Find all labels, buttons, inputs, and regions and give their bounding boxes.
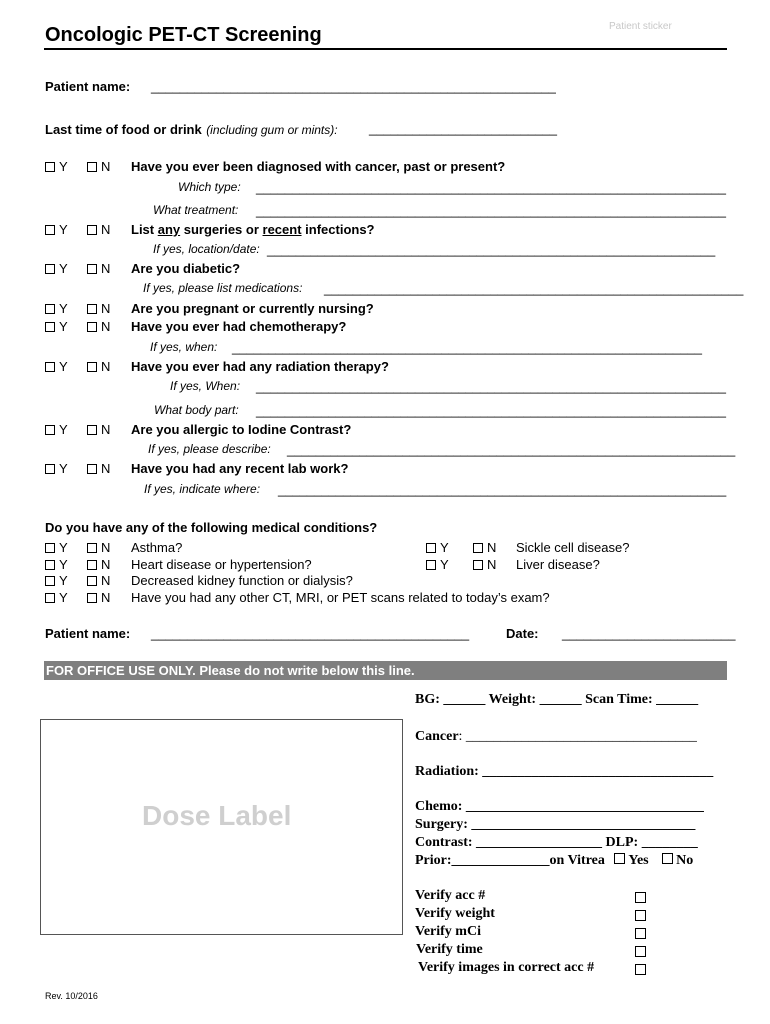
q6b-field[interactable]: _________________________________________________________________ <box>256 403 726 418</box>
condition-liver: Liver disease? <box>516 557 600 572</box>
kidney-no-checkbox[interactable]: N <box>87 573 110 588</box>
checkbox-icon <box>473 543 483 553</box>
q8-no-checkbox[interactable]: N <box>87 461 110 476</box>
checkbox-icon <box>87 304 97 314</box>
verify-weight-checkbox[interactable] <box>635 910 646 921</box>
checkbox-icon <box>45 304 55 314</box>
checkbox-icon <box>45 264 55 274</box>
checkbox-icon <box>87 162 97 172</box>
checkbox-icon <box>45 425 55 435</box>
last-food-row <box>45 121 338 139</box>
q5-no-checkbox[interactable]: N <box>87 319 110 334</box>
verify-mci-checkbox[interactable] <box>635 928 646 939</box>
checkbox-icon <box>45 162 55 172</box>
checkbox-icon <box>87 225 97 235</box>
prior-no-checkbox[interactable]: No <box>652 853 693 868</box>
q6a-label: If yes, When: <box>170 379 241 393</box>
conditions-heading: Do you have any of the following medical conditions? <box>45 520 378 535</box>
verify-images-label: Verify images in correct acc # <box>418 960 595 975</box>
liver-no-checkbox[interactable]: N <box>473 557 496 572</box>
q3-yes-checkbox[interactable]: Y <box>45 261 68 276</box>
q1-no-checkbox[interactable]: N <box>87 159 110 174</box>
checkbox-icon <box>45 543 55 553</box>
checkbox-icon <box>426 560 436 570</box>
asthma-yes-checkbox[interactable]: Y <box>45 540 68 555</box>
q6a-field[interactable]: _________________________________________________________________ <box>256 379 726 394</box>
checkbox-icon <box>45 576 55 586</box>
q1a-label: Which type: <box>178 180 241 194</box>
sign-date-field[interactable]: ________________________ <box>562 626 736 641</box>
prior-yes-checkbox[interactable]: Yes <box>608 853 648 868</box>
q7-contrast-question: Are you allergic to Iodine Contrast? <box>131 422 352 437</box>
title-divider <box>44 48 727 50</box>
q8a-label: If yes, indicate where: <box>144 482 261 496</box>
q3a-field[interactable]: __________________________________________________________ <box>324 281 744 296</box>
verify-acc-checkbox[interactable] <box>635 892 646 903</box>
q6-radiation-question: Have you ever had any radiation therapy? <box>131 359 389 374</box>
q1b-field[interactable]: _________________________________________________________________ <box>256 203 726 218</box>
q7a-field[interactable]: ______________________________________________________________ <box>287 442 736 457</box>
checkbox-icon <box>662 853 673 864</box>
q6b-label: What body part: <box>154 403 239 417</box>
heart-yes-checkbox[interactable]: Y <box>45 557 68 572</box>
sickle-yes-checkbox[interactable]: Y <box>426 540 449 555</box>
q1a-field[interactable]: _________________________________________________________________ <box>256 180 726 195</box>
checkbox-icon <box>87 264 97 274</box>
condition-heart: Heart disease or hypertension? <box>131 557 312 572</box>
dose-label-text: Dose Label <box>142 800 292 831</box>
q5a-label: If yes, when: <box>150 340 218 354</box>
heart-no-checkbox[interactable]: N <box>87 557 110 572</box>
q8-labwork-question: Have you had any recent lab work? <box>131 461 349 476</box>
q4-pregnant-question: Are you pregnant or currently nursing? <box>131 301 374 316</box>
q2-no-checkbox[interactable]: N <box>87 222 110 237</box>
kidney-yes-checkbox[interactable]: Y <box>45 573 68 588</box>
contrast-dlp-row[interactable]: Contrast: __________________ DLP: ________ <box>415 835 698 850</box>
patient-sticker-placeholder: Patient sticker <box>609 21 672 32</box>
cancer-row[interactable]: Cancer: _________________________________ <box>415 729 697 744</box>
q2a-label: If yes, location/date: <box>153 242 260 256</box>
condition-asthma: Asthma? <box>131 540 183 555</box>
checkbox-icon <box>87 362 97 372</box>
q8-yes-checkbox[interactable]: Y <box>45 461 68 476</box>
last-food-label: Last time of food or drink <box>45 122 202 137</box>
checkbox-icon <box>87 560 97 570</box>
last-food-note: (including gum or mints): <box>206 123 338 137</box>
q5a-field[interactable]: _________________________________________________________________ <box>232 340 702 355</box>
q8a-field[interactable]: ______________________________________________________________ <box>278 482 727 497</box>
scans-no-checkbox[interactable]: N <box>87 590 110 605</box>
bg-weight-scantime-row[interactable]: BG: ______ Weight: ______ Scan Time: ______ <box>415 692 699 707</box>
checkbox-icon <box>45 362 55 372</box>
checkbox-icon <box>87 593 97 603</box>
scans-yes-checkbox[interactable]: Y <box>45 590 68 605</box>
condition-other-scans: Have you had any other CT, MRI, or PET scans related to today’s exam? <box>131 590 550 605</box>
q4-yes-checkbox[interactable]: Y <box>45 301 68 316</box>
checkbox-icon <box>473 560 483 570</box>
sign-date-label: Date: <box>506 626 539 641</box>
radiation-row[interactable]: Radiation: _________________________________ <box>415 764 714 779</box>
verify-weight-label: Verify weight <box>415 906 495 921</box>
q1b-label: What treatment: <box>153 203 239 217</box>
q2-yes-checkbox[interactable]: Y <box>45 222 68 237</box>
q1-yes-checkbox[interactable]: Y <box>45 159 68 174</box>
patient-name-label: Patient name: <box>45 79 131 94</box>
q5-yes-checkbox[interactable]: Y <box>45 319 68 334</box>
condition-kidney: Decreased kidney function or dialysis? <box>131 573 353 588</box>
q2-surgeries-question: List any surgeries or recent infections? <box>131 222 375 237</box>
checkbox-icon <box>87 464 97 474</box>
checkbox-icon <box>45 225 55 235</box>
q6-yes-checkbox[interactable]: Y <box>45 359 68 374</box>
verify-images-checkbox[interactable] <box>635 964 646 975</box>
chemo-row[interactable]: Chemo: __________________________________ <box>415 799 704 814</box>
asthma-no-checkbox[interactable]: N <box>87 540 110 555</box>
checkbox-icon <box>45 464 55 474</box>
verify-mci-label: Verify mCi <box>415 924 481 939</box>
page-title: Oncologic PET-CT Screening <box>45 24 322 46</box>
last-food-field[interactable]: __________________________ <box>369 121 557 136</box>
sign-name-label: Patient name: <box>45 626 131 641</box>
checkbox-icon <box>426 543 436 553</box>
verify-time-label: Verify time <box>416 942 483 957</box>
verify-acc-label: Verify acc # <box>415 888 486 903</box>
condition-sickle-cell: Sickle cell disease? <box>516 540 630 555</box>
q3-no-checkbox[interactable]: N <box>87 261 110 276</box>
q1-cancer-question: Have you ever been diagnosed with cancer, past or present? <box>131 159 506 174</box>
checkbox-icon <box>45 560 55 570</box>
checkbox-icon <box>87 576 97 586</box>
checkbox-icon <box>45 593 55 603</box>
q7a-label: If yes, please describe: <box>148 442 271 456</box>
checkbox-icon <box>87 425 97 435</box>
checkbox-icon <box>87 543 97 553</box>
prior-vitrea-row: Prior:______________on Vitrea Yes No <box>415 853 694 868</box>
revision-footer: Rev. 10/2016 <box>45 991 98 1001</box>
checkbox-icon <box>45 322 55 332</box>
sickle-no-checkbox[interactable]: N <box>473 540 496 555</box>
checkbox-icon <box>614 853 625 864</box>
verify-time-checkbox[interactable] <box>635 946 646 957</box>
q6-no-checkbox[interactable]: N <box>87 359 110 374</box>
q3-diabetic-question: Are you diabetic? <box>131 261 241 276</box>
q5-chemo-question: Have you ever had chemotherapy? <box>131 319 347 334</box>
checkbox-icon <box>87 322 97 332</box>
q2a-field[interactable]: ______________________________________________________________ <box>267 242 716 257</box>
liver-yes-checkbox[interactable]: Y <box>426 557 449 572</box>
q7-yes-checkbox[interactable]: Y <box>45 422 68 437</box>
sign-name-field[interactable]: ____________________________________________ <box>151 626 470 641</box>
surgery-row[interactable]: Surgery: ________________________________ <box>415 817 696 832</box>
patient-name-field[interactable]: ________________________________________________________ <box>151 79 556 94</box>
q7-no-checkbox[interactable]: N <box>87 422 110 437</box>
q4-no-checkbox[interactable]: N <box>87 301 110 316</box>
office-use-banner: FOR OFFICE USE ONLY. Please do not write below this line. <box>44 661 727 680</box>
q3a-label: If yes, please list medications: <box>143 281 303 295</box>
